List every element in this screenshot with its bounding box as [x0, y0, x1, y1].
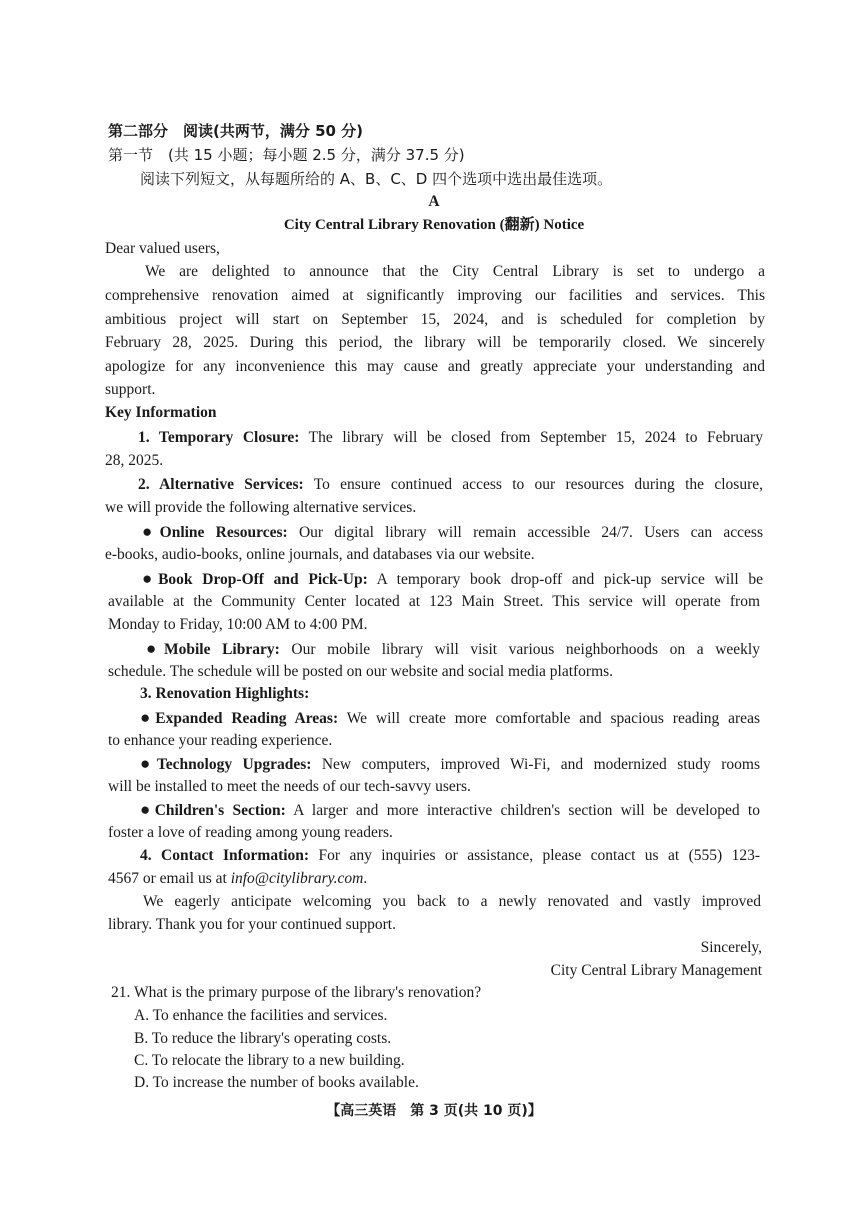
intro-line-6: support.: [105, 381, 156, 398]
bullet-icon: ●: [146, 639, 164, 658]
tech-label: Technology Upgrades:: [156, 756, 312, 773]
email-link[interactable]: info@citylibrary.com: [230, 870, 364, 887]
part-title: 第二部分 阅读(共两节，满分 50 分): [108, 122, 364, 140]
option-c: C. To relocate the library to a new building.: [134, 1052, 405, 1069]
item2-label: 2. Alternative Services:: [138, 476, 304, 493]
item1-label: 1. Temporary Closure:: [138, 429, 300, 446]
tech-text: New computers, improved Wi-Fi, and modernized study rooms: [321, 756, 760, 773]
option-a: A. To enhance the facilities and services.: [134, 1007, 388, 1024]
intro-line-4: February 28, 2025. During this period, the library will be temporarily closed. We sincerely: [105, 334, 765, 351]
closing-line-1: We eagerly anticipate welcoming you back to a newly renovated and vastly improved: [143, 893, 761, 910]
bullet-icon: ●: [140, 754, 157, 773]
item4-line-2: [108, 869, 367, 889]
mobile-label: Mobile Library:: [164, 641, 280, 658]
item4-period: .: [363, 870, 368, 887]
passage-title: City Central Library Renovation (翻新) Notice: [283, 217, 585, 233]
dropoff-text: A temporary book drop-off and pick-up service will be: [376, 571, 763, 588]
intro-line-5: apologize for any inconvenience this may cause and greatly appreciate your understanding and: [105, 358, 765, 375]
dropoff-label: Book Drop-Off and Pick-Up:: [158, 571, 368, 588]
tech-line-1: [140, 754, 760, 775]
option-d: D. To increase the number of books available.: [134, 1074, 419, 1091]
bullet-icon: ●: [140, 800, 155, 819]
tech-line-2: will be installed to meet the needs of our tech-savvy users.: [108, 778, 471, 795]
item1-text: The library will be closed from September 15, 2024 to February: [308, 429, 763, 446]
dropoff-line-3: Monday to Friday, 10:00 AM to 4:00 PM.: [108, 616, 368, 633]
children-text: A larger and more interactive children's section will be developed to: [293, 802, 760, 819]
intro-line-3: ambitious project will start on September 15, 2024, and is scheduled for completion by: [105, 311, 765, 328]
children-line-2: foster a love of reading among young readers.: [108, 824, 393, 841]
item2-line-1: [138, 475, 763, 495]
signature: City Central Library Management: [550, 962, 762, 979]
mobile-text: Our mobile library will visit various neighborhoods on a weekly: [291, 641, 760, 658]
subsection-title: 第一节 (共 15 小题；每小题 2.5 分，满分 37.5 分): [108, 146, 465, 164]
item4-line-1: [140, 846, 760, 866]
item3-heading: 3. Renovation Highlights:: [140, 685, 310, 702]
item4-label: 4. Contact Information:: [140, 847, 310, 864]
reading-line-2: to enhance your reading experience.: [108, 732, 333, 749]
item4-text: For any inquiries or assistance, please contact us at (555) 123-: [318, 847, 760, 864]
instruction: 阅读下列短文，从每题所给的 A、B、C、D 四个选项中选出最佳选项。: [140, 170, 613, 188]
item2-line-2: we will provide the following alternative services.: [105, 499, 417, 516]
online-text: Our digital library will remain accessible 24/7. Users can access: [298, 524, 763, 541]
signoff: Sincerely,: [700, 939, 762, 956]
greeting: Dear valued users,: [105, 240, 220, 257]
item1-line-2: 28, 2025.: [105, 452, 164, 469]
reading-line-1: [140, 708, 760, 729]
online-line-1: [142, 522, 763, 543]
intro-line-1: We are delighted to announce that the City Central Library is set to undergo a: [145, 263, 765, 280]
mobile-line-1: [146, 639, 760, 660]
closing-line-2: library. Thank you for your continued support.: [108, 916, 396, 933]
item2-text: To ensure continued access to our resources during the closure,: [313, 476, 763, 493]
question-stem: 21. What is the primary purpose of the library's renovation?: [111, 984, 482, 1001]
children-label: Children's Section:: [154, 802, 286, 819]
item4-text-2: 4567 or email us at: [108, 870, 227, 887]
page-footer: 【高三英语 第 3 页(共 10 页)】: [326, 1103, 542, 1119]
reading-label: Expanded Reading Areas:: [155, 710, 339, 727]
intro-line-2: comprehensive renovation aimed at significantly improving our facilities and services. This: [105, 287, 765, 304]
bullet-icon: ●: [140, 708, 156, 727]
key-info-heading: Key Information: [105, 404, 217, 421]
passage-letter: A: [428, 193, 440, 210]
dropoff-line-1: [142, 569, 763, 590]
children-line-1: [140, 800, 760, 821]
option-b: B. To reduce the library's operating costs.: [134, 1030, 392, 1047]
item1-line-1: [138, 428, 763, 448]
dropoff-line-2: available at the Community Center located at 123 Main Street. This service will operate from: [108, 593, 760, 610]
bullet-icon: ●: [142, 522, 160, 541]
mobile-line-2: schedule. The schedule will be posted on our website and social media platforms.: [108, 663, 614, 680]
bullet-icon: ●: [142, 569, 159, 588]
reading-text: We will create more comfortable and spacious reading areas: [346, 710, 760, 727]
online-label: Online Resources:: [159, 524, 288, 541]
online-line-2: e-books, audio-books, online journals, and databases via our website.: [105, 546, 535, 563]
